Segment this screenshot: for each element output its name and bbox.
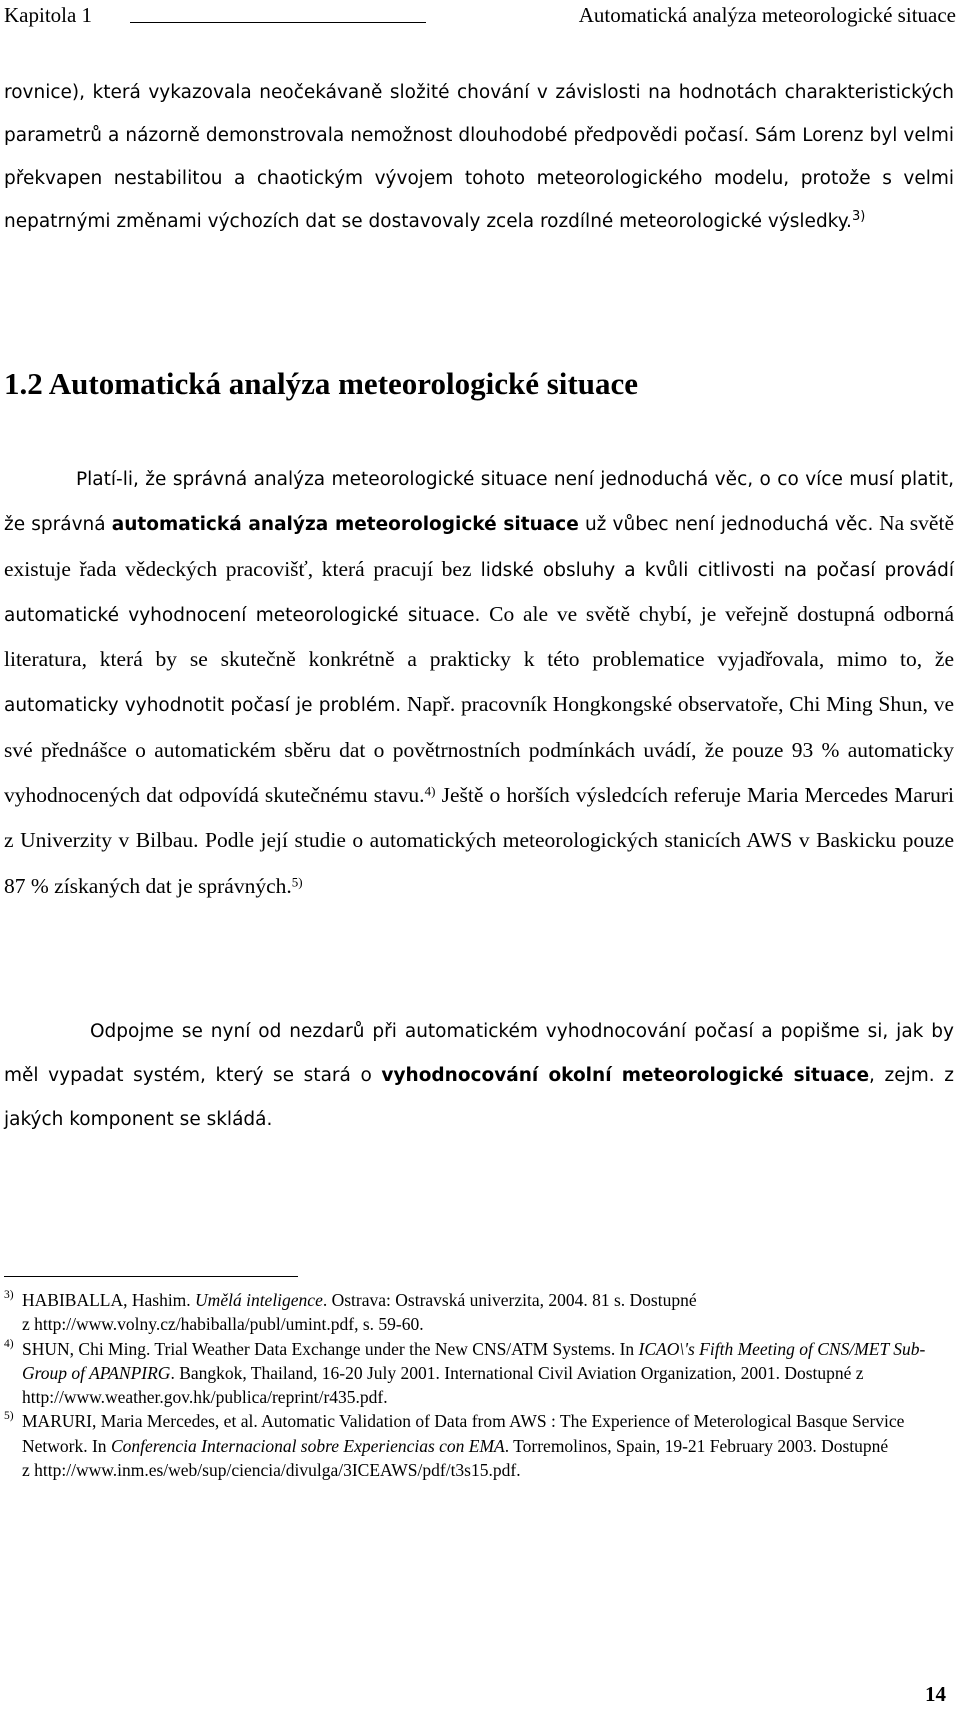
para2-part-d: Na světě existuje řada vědeckých pracovišť, která pracují bez — [4, 511, 954, 581]
para2-part-a: Platí-li, že správná analýza meteorologické situace není jednoduchá věc, o co více musí platit, že správná — [4, 469, 954, 536]
chapter-title: Automatická analýza meteorologické situace — [578, 3, 956, 27]
footnote-mark: 5) — [4, 1410, 14, 1423]
footnote-text: . Bangkok, Thailand, 16-20 July 2001. International Civil Aviation Organization, 2001. Dostupné z http://www.weather.gov.hk/publica/reprint/r435.pdf. — [22, 1362, 864, 1408]
footnote-mark: 3) — [4, 1289, 14, 1301]
footnote-title: Conferencia Internacional sobre Experiencias con EMA — [110, 1435, 505, 1456]
para3-bold-term: vyhodnocování okolní meteorologické situace — [381, 1065, 869, 1086]
para2-bold-term: automatická analýza meteorologické situace — [111, 514, 579, 536]
footnote-separator — [4, 1276, 298, 1277]
footnote-4 — [4, 1337, 944, 1410]
footnote-title: ICAO\'s Fifth Meeting of CNS/MET Sub-Group of APANPIRG — [22, 1338, 926, 1383]
footnote-mark: 4) — [4, 1337, 14, 1350]
page-number: 14 — [925, 1682, 946, 1706]
para2-part-e: lidské obsluhy a kvůli citlivosti na počasí provádí automatické vyhodnocení meteorologické situace. — [4, 559, 954, 626]
footnote-url: z http://www.volny.cz/habiballa/publ/umint.pdf, s. 59-60. — [22, 1314, 424, 1335]
footnote-text: SHUN, Chi Ming. Trial Weather Data Exchange under the New CNS/ATM Systems. In — [22, 1338, 639, 1359]
paragraph-analysis — [4, 458, 954, 910]
footnote-3 — [4, 1288, 944, 1337]
para2-part-c: už vůbec není jednoduchá věc. — [578, 514, 874, 536]
footnote-text: MARURI, Maria Mercedes, et al. Automatic Validation of Data from AWS : The Experience of Meterological Basque Service Network. In — [22, 1411, 905, 1456]
chapter-label: Kapitola 1 — [4, 3, 93, 27]
footnote-url: z http://www.inm.es/web/sup/ciencia/divulga/3ICEAWS/pdf/t3s15.pdf. — [22, 1460, 521, 1481]
reference-5: 5) — [291, 874, 303, 890]
para2-part-i: pracovník Hongkongské observatoře, Chi Ming Shun, ve své přednášce o automatickém sběru dat o povětrnostních — [4, 692, 954, 762]
footnote-5 — [4, 1409, 944, 1482]
footnote-text: . Ostrava: Ostravská univerzita, 2004. 81 s. Dostupné — [322, 1290, 697, 1310]
para2-part-f: Co ale ve světě chybí, je veřejně dostupná odborná literatura, která by se skutečně konkrétně a prakticky k této problematice vyjadřovala, mimo to, že — [4, 601, 955, 672]
para2-part-g: automaticky vyhodnotit počasí je problém. — [4, 695, 402, 717]
para2-part-j: podmínkách uvádí, že pouze 93 % automaticky vyhodnocených dat odpovídá skutečnému stavu. — [4, 737, 955, 808]
reference-4: 4) — [424, 783, 436, 799]
footnote-title: Umělá inteligence — [195, 1290, 323, 1310]
paragraph-lorenz — [4, 71, 954, 243]
header-rule — [130, 22, 426, 23]
paragraph-lorenz-text: rovnice), která vykazovala neočekávaně složité chování v závislosti na hodnotách charakteristických parametrů a názorně demonstrovala nemožnost dlouhodobé předpovědi počasí. Sám Lorenz byl velmi překvapen nestabilitou a chaotickým vývojem tohoto meteorologického modelu, protože s velmi nepatrnými změnami výchozích dat se dostavovaly zcela rozdílné meteorologické výsledky. — [4, 82, 954, 232]
footnote-text: HABIBALLA, Hashim. — [22, 1290, 196, 1310]
footnotes — [4, 1288, 944, 1482]
section-heading: 1.2 Automatická analýza meteorologické situace — [4, 366, 638, 401]
footnote-text: . Torremolinos, Spain, 19-21 February 2003. Dostupné — [504, 1435, 889, 1456]
para3-part-c: , zejm. z jakých komponent se skládá. — [4, 1065, 954, 1130]
reference-3: 3) — [851, 208, 866, 224]
running-header — [0, 0, 960, 32]
para2-part-k: Ještě o horších výsledcích referuje Maria Mercedes Maruri z Univerzity v Bilbau. Podle její studie o automatických meteorologických stanicích AWS v Baskicku pouze 87 % získaných dat je správných. — [4, 783, 954, 898]
para3-part-a: Odpojme se nyní od nezdarů při automatickém vyhodnocování počasí a popišme si, jak by měl vypadat systém, který se stará o — [4, 1021, 954, 1086]
paragraph-system — [4, 1010, 954, 1142]
para2-part-h: Např. — [401, 692, 456, 717]
